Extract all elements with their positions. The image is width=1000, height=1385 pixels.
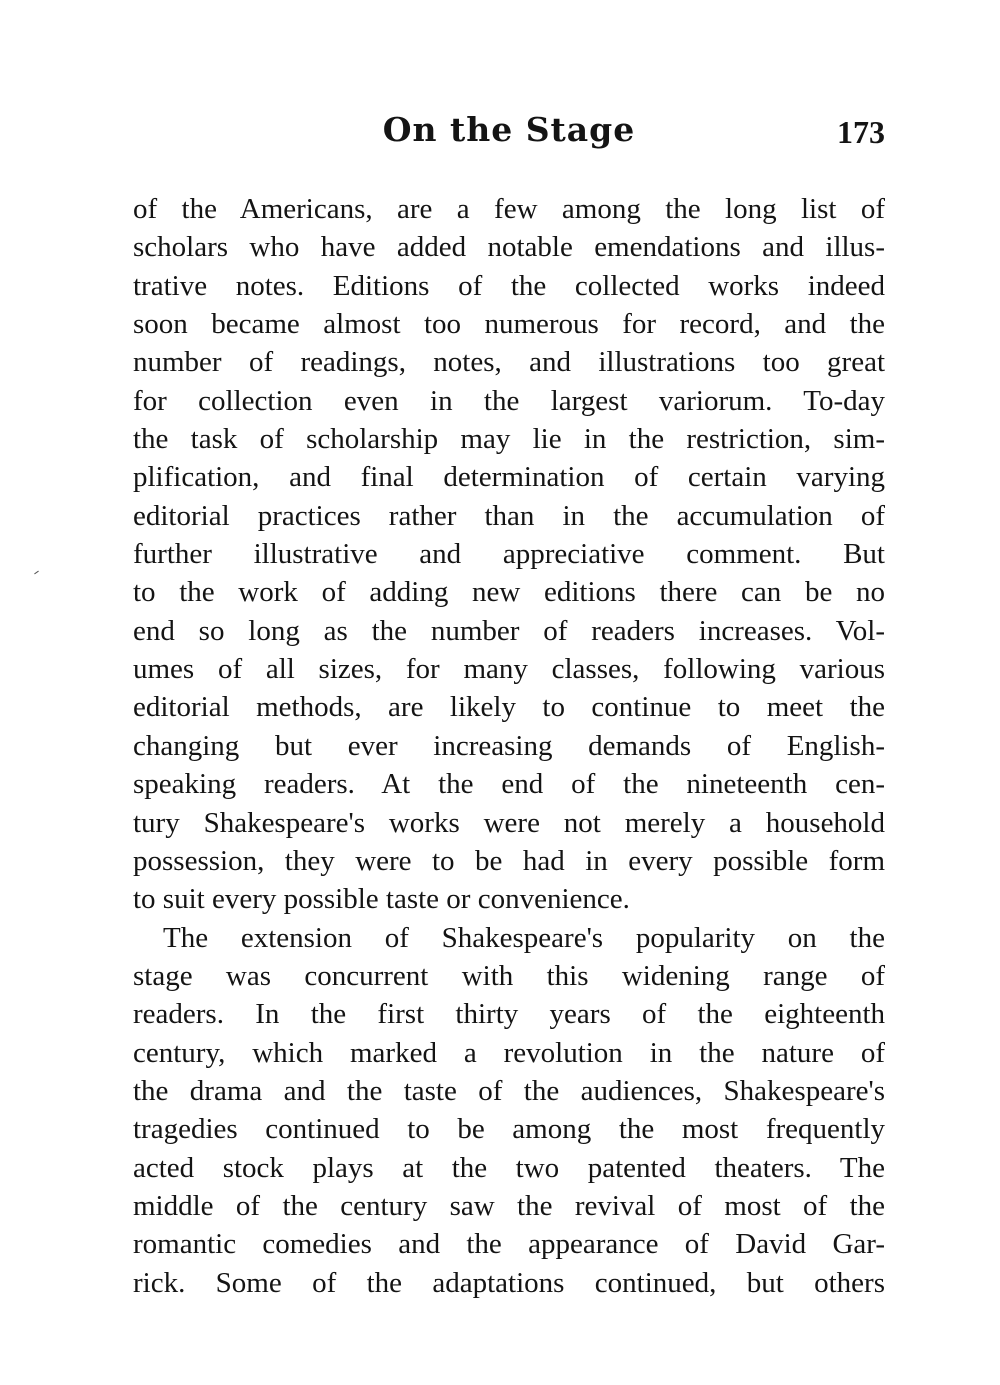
text-line: trative notes. Editions of the collected works indeed [133,269,885,302]
text-line: acted stock plays at the two patented theaters. The [133,1151,885,1184]
text-line: further illustrative and appreciative comment. But [133,538,885,571]
text-line: rick. Some of the adaptations continued, but others [133,1266,885,1299]
text-line: romantic comedies and the appearance of David Gar- [133,1228,885,1261]
text-line: soon became almost too numerous for record, and the [133,308,885,341]
margin-mark [34,571,39,575]
text-line: umes of all sizes, for many classes, following various [133,653,885,686]
text-line: editorial practices rather than in the accumulation of [133,499,885,532]
text-line: the task of scholarship may lie in the restriction, sim- [133,423,885,456]
text-line: for collection even in the largest variorum. To-day [133,384,885,417]
text-line: to the work of adding new editions there can be no [133,576,885,609]
text-line: tragedies continued to be among the most frequently [133,1113,885,1146]
text-line: scholars who have added notable emendations and illus- [133,231,885,264]
text-line: the drama and the taste of the audiences, Shakespeare's [133,1074,885,1107]
paragraph-start-line: The extension of Shakespeare's popularity on the [163,921,885,954]
text-line: of the Americans, are a few among the long list of [133,193,885,225]
running-title: On the Stage [382,110,636,149]
text-line: tury Shakespeare's works were not merely a household [133,806,885,839]
text-line: possession, they were to be had in every possible form [133,844,885,877]
text-line: editorial methods, are likely to continue to meet the [133,691,885,724]
text-line: century, which marked a revolution in the nature of [133,1036,885,1069]
text-line: middle of the century saw the revival of most of the [133,1189,885,1222]
running-head [133,105,885,155]
body-text [133,190,885,1302]
text-line: number of readings, notes, and illustrations too great [133,346,885,379]
page-number: 173 [837,114,885,150]
text-line: readers. In the first thirty years of the eighteenth [133,998,885,1031]
paragraph-end-line: to suit every possible taste or convenience. [133,883,630,916]
text-line: changing but ever increasing demands of English- [133,729,885,762]
text-line: end so long as the number of readers increases. Vol- [133,614,885,647]
text-line: plification, and final determination of certain varying [133,461,885,494]
text-line: speaking readers. At the end of the nineteenth cen- [133,768,885,801]
text-line: stage was concurrent with this widening range of [133,959,885,992]
